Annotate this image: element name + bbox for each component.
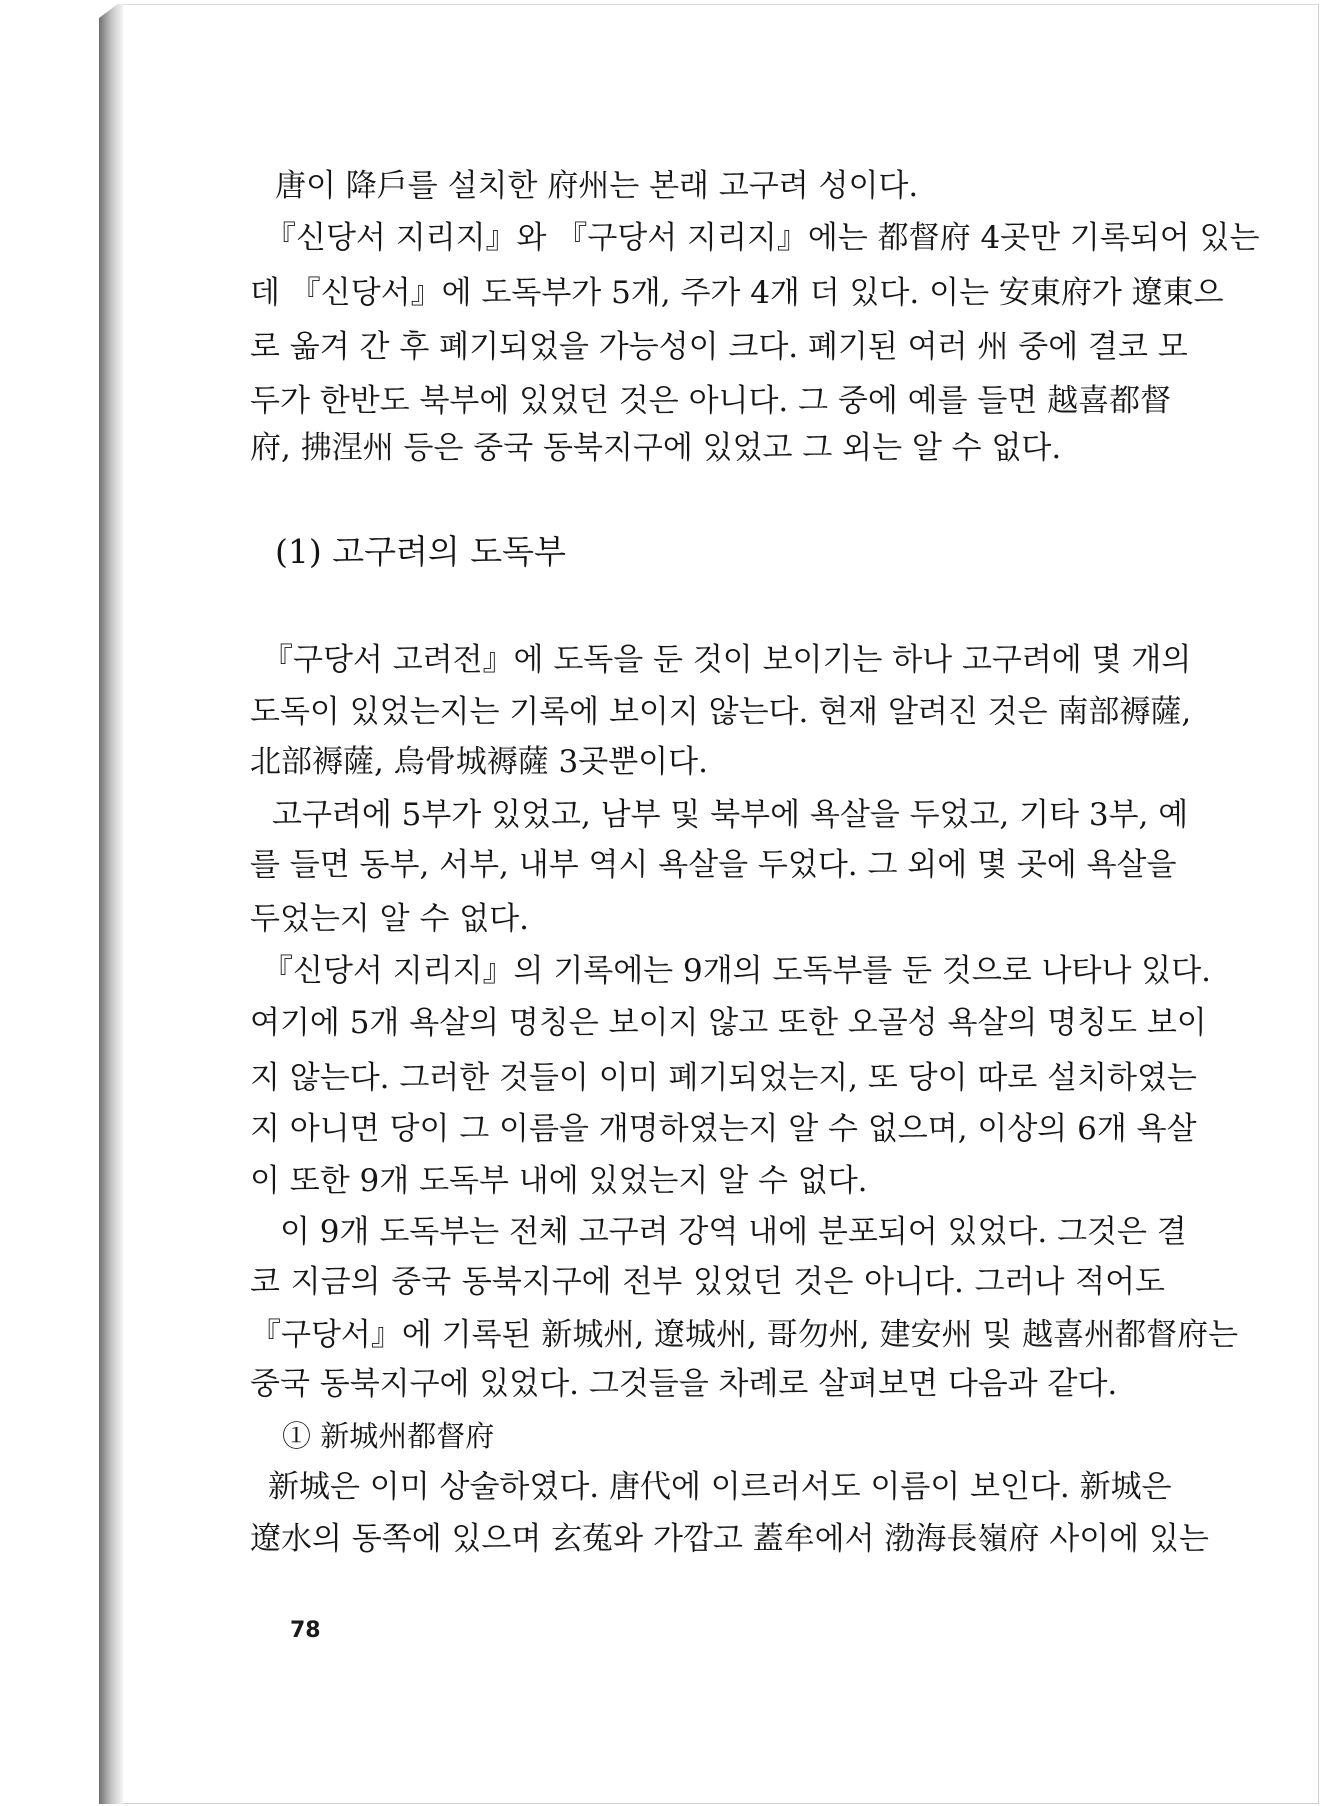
text-line: 府, 拂涅州 등은 중국 동북지구에 있었고 그 외는 알 수 없다. [250, 430, 1062, 466]
text-line: 『신당서 지리지』와 『구당서 지리지』에는 都督府 4곳만 기록되어 있는 [265, 220, 1260, 256]
text-line: 『신당서 지리지』의 기록에는 9개의 도독부를 둔 것으로 나타나 있다. [262, 953, 1212, 989]
subsection-heading: ① 新城州都督府 [282, 1419, 495, 1453]
text-line: 데 『신당서』에 도독부가 5개, 주가 4개 더 있다. 이는 安東府가 遼東으 [250, 275, 1224, 311]
text-line: 이 또한 9개 도독부 내에 있었는지 알 수 없다. [250, 1163, 868, 1199]
text-line: 고구려에 5부가 있었고, 남부 및 북부에 욕살을 두었고, 기타 3부, 예 [272, 797, 1189, 833]
text-line: 를 들면 동부, 서부, 내부 역시 욕살을 두었다. 그 외에 몇 곳에 욕살을 [250, 847, 1177, 883]
book-edge-corner [99, 0, 123, 18]
text-line: 遼水의 동쪽에 있으며 玄菟와 가깝고 蓋牟에서 渤海長嶺府 사이에 있는 [250, 1521, 1209, 1557]
text-line: 로 옮겨 간 후 폐기되었을 가능성이 크다. 폐기된 여러 州 중에 결코 모 [250, 329, 1188, 365]
text-line: 지 아니면 당이 그 이름을 개명하였는지 알 수 없으며, 이상의 6개 욕살 [250, 1111, 1197, 1147]
text-line: 여기에 5개 욕살의 명칭은 보이지 않고 또한 오골성 욕살의 명칭도 보이 [250, 1005, 1207, 1041]
text-line: 지 않는다. 그러한 것들이 이미 폐기되었는지, 또 당이 따로 설치하였는 [250, 1060, 1197, 1096]
book-edge [99, 4, 123, 1804]
text-line: 두가 한반도 북부에 있었던 것은 아니다. 그 중에 예를 들면 越喜都督 [250, 383, 1172, 419]
text-line: 『구당서』에 기록된 新城州, 遼城州, 哥勿州, 建安州 및 越喜州都督府는 [250, 1317, 1239, 1353]
text-line: 중국 동북지구에 있었다. 그것들을 차례로 살펴보면 다음과 같다. [250, 1366, 1118, 1402]
text-line: 新城은 이미 상술하였다. 唐代에 이르러서도 이름이 보인다. 新城은 [268, 1469, 1172, 1505]
text-line: 北部褥薩, 烏骨城褥薩 3곳뿐이다. [250, 744, 708, 780]
text-line: 『구당서 고려전』에 도독을 둔 것이 보이기는 하나 고구려에 몇 개의 [262, 642, 1192, 678]
text-line: 코 지금의 중국 동북지구에 전부 있었던 것은 아니다. 그러나 적어도 [250, 1264, 1165, 1300]
text-line: 唐이 降戶를 설치한 府州는 본래 고구려 성이다. [275, 168, 919, 204]
text-line: 두었는지 알 수 없다. [250, 901, 529, 937]
text-line: 이 9개 도독부는 전체 고구려 강역 내에 분포되어 있었다. 그것은 결 [280, 1214, 1187, 1250]
section-heading: (1) 고구려의 도독부 [275, 532, 566, 571]
page-number: 78 [290, 1618, 321, 1643]
text-line: 도독이 있었는지는 기록에 보이지 않는다. 현재 알려진 것은 南部褥薩, [250, 694, 1192, 730]
